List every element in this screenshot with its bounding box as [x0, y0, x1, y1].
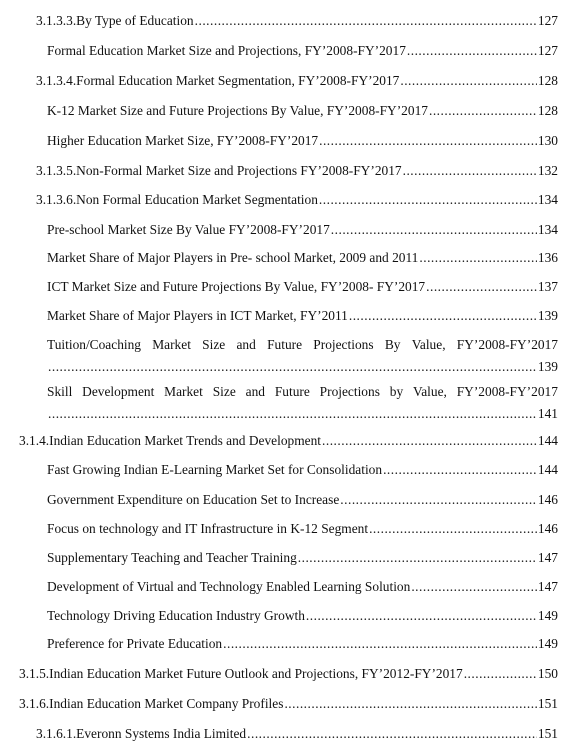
toc-entry-page: 139	[537, 308, 558, 323]
toc-leader-dots	[464, 666, 537, 682]
toc-entry-title: Formal Education Market Segmentation, FY’2008-FY’2017	[76, 73, 400, 88]
toc-entry-number: 3.1.3.4.	[36, 73, 77, 88]
toc-entry-title: Focus on technology and IT Infrastructure in K-12 Segment	[47, 521, 369, 536]
toc-leader-dots	[411, 579, 537, 595]
toc-entry-page: 151	[537, 696, 558, 711]
toc-entry-title: Indian Education Market Future Outlook and Projections, FY’2012-FY’2017	[49, 666, 463, 681]
toc-entry-page: 147	[537, 579, 558, 594]
toc-entry-page: 146	[537, 521, 558, 536]
toc-entry-title: Indian Education Market Company Profiles	[49, 696, 284, 711]
toc-entry	[47, 250, 558, 266]
toc-entry-title: Market Share of Major Players in ICT Market, FY’2011	[47, 308, 348, 323]
toc-entry-number: 3.1.3.3.	[36, 13, 77, 28]
toc-entry-page: 134	[537, 192, 558, 207]
toc-entry-title: Higher Education Market Size, FY’2008-FY’2017	[47, 133, 319, 148]
toc-leader-dots	[319, 192, 537, 208]
toc-entry	[47, 133, 558, 149]
toc-entry	[47, 103, 558, 119]
toc-entry-page: 149	[537, 636, 558, 651]
toc-entry-page: 141	[537, 406, 558, 421]
toc-leader-dots	[322, 433, 537, 449]
toc-entry-title: Preference for Private Education	[47, 636, 223, 651]
toc-entry-title: Formal Education Market Size and Projections, FY’2008-FY’2017	[47, 43, 406, 58]
toc-entry-page: 151	[537, 726, 558, 741]
toc-entry	[19, 433, 558, 449]
toc-leader-dots	[284, 696, 536, 712]
toc-entry-page: 136	[537, 250, 558, 265]
toc-leader-dots	[195, 13, 537, 29]
toc-entry	[47, 608, 558, 624]
toc-entry-title: Government Expenditure on Education Set to Increase	[47, 492, 340, 507]
toc-entry	[47, 579, 558, 595]
toc-entry-page: 149	[537, 608, 558, 623]
toc-entry-title: Supplementary Teaching and Teacher Training	[47, 550, 297, 565]
toc-entry	[36, 73, 558, 89]
toc-entry-page: 147	[537, 550, 558, 565]
toc-entry	[47, 521, 558, 537]
toc-entry-title: Non Formal Education Market Segmentation	[76, 192, 318, 207]
toc-entry-title: Pre-school Market Size By Value FY’2008-FY’2017	[47, 222, 330, 237]
toc-entry-number: 3.1.5.	[19, 666, 50, 681]
toc-leader-dots	[298, 550, 537, 566]
toc-leader-dots	[369, 521, 537, 537]
toc-entry-page: 146	[537, 492, 558, 507]
toc-entry-title: Technology Driving Education Industry Growth	[47, 608, 305, 623]
toc-leader-dots	[48, 359, 537, 375]
toc-leader-dots	[407, 43, 537, 59]
toc-entry-page: 137	[537, 279, 558, 294]
toc-entry-title: K-12 Market Size and Future Projections By Value, FY’2008-FY’2017	[47, 103, 428, 118]
toc-entry-title: ICT Market Size and Future Projections By Value, FY’2008- FY’2017	[47, 279, 426, 294]
toc-leader-dots	[403, 163, 537, 179]
toc-entry-page: 127	[537, 43, 558, 58]
toc-entry-title: Fast Growing Indian E-Learning Market Set for Consolidation	[47, 462, 383, 477]
toc-leader-dots	[429, 103, 537, 119]
toc-entry	[36, 13, 558, 29]
toc-entry-page: 128	[537, 73, 558, 88]
toc-entry-number: 3.1.4.	[19, 433, 50, 448]
toc-entry-page: 144	[537, 462, 558, 477]
toc-entry-page: 150	[537, 666, 558, 681]
toc-leader-dots	[383, 462, 537, 478]
toc-leader-dots	[400, 73, 537, 89]
toc-leader-dots	[319, 133, 537, 149]
toc-entry-number: 3.1.3.6.	[36, 192, 77, 207]
toc-entry-title: Tuition/Coaching Market Size and Future Projections By Value, FY’2008-FY’2017	[47, 337, 558, 352]
toc-leader-dots	[247, 726, 537, 742]
toc-entry-page: 128	[537, 103, 558, 118]
toc-leader-dots	[419, 250, 537, 266]
toc-leader-dots	[331, 222, 537, 238]
toc-entry	[47, 337, 558, 375]
toc-entry-page: 134	[537, 222, 558, 237]
toc-leader-dots	[223, 636, 537, 652]
toc-entry	[47, 279, 558, 295]
toc-entry-page: 130	[537, 133, 558, 148]
toc-entry-title: Non-Formal Market Size and Projections FY’2008-FY’2017	[76, 163, 402, 178]
toc-entry-title: Development of Virtual and Technology Enabled Learning Solution	[47, 579, 411, 594]
toc-leader-dots	[306, 608, 537, 624]
toc-entry	[36, 192, 558, 208]
toc-entry-title: Everonn Systems India Limited	[76, 726, 247, 741]
toc-entry	[47, 550, 558, 566]
toc-entry-title: Skill Development Market Size and Future Projections by Value, FY’2008-FY’2017	[47, 384, 558, 399]
toc-leader-dots	[340, 492, 537, 508]
toc-leader-dots	[349, 308, 537, 324]
toc-entry	[47, 636, 558, 652]
toc-entry	[47, 43, 558, 59]
toc-entry	[47, 492, 558, 508]
toc-entry	[47, 462, 558, 478]
toc-entry	[36, 163, 558, 179]
toc-entry-page: 139	[537, 359, 558, 374]
toc-entry-title: By Type of Education	[76, 13, 194, 28]
toc-leader-dots	[48, 406, 537, 422]
toc-entry	[19, 696, 558, 712]
toc-entry-page: 144	[537, 433, 558, 448]
toc-entry	[36, 726, 558, 742]
toc-entry-title: Indian Education Market Trends and Development	[49, 433, 321, 448]
toc-leader-dots	[426, 279, 537, 295]
toc-entry-page: 132	[537, 163, 558, 178]
toc-entry-number: 3.1.6.1.	[36, 726, 77, 741]
toc-entry-number: 3.1.6.	[19, 696, 50, 711]
toc-entry	[19, 666, 558, 682]
toc-entry	[47, 222, 558, 238]
toc-entry-number: 3.1.3.5.	[36, 163, 77, 178]
toc-entry-title: Market Share of Major Players in Pre- school Market, 2009 and 2011	[47, 250, 419, 265]
toc-entry	[47, 308, 558, 324]
toc-entry-page: 127	[537, 13, 558, 28]
toc-entry	[47, 384, 558, 422]
